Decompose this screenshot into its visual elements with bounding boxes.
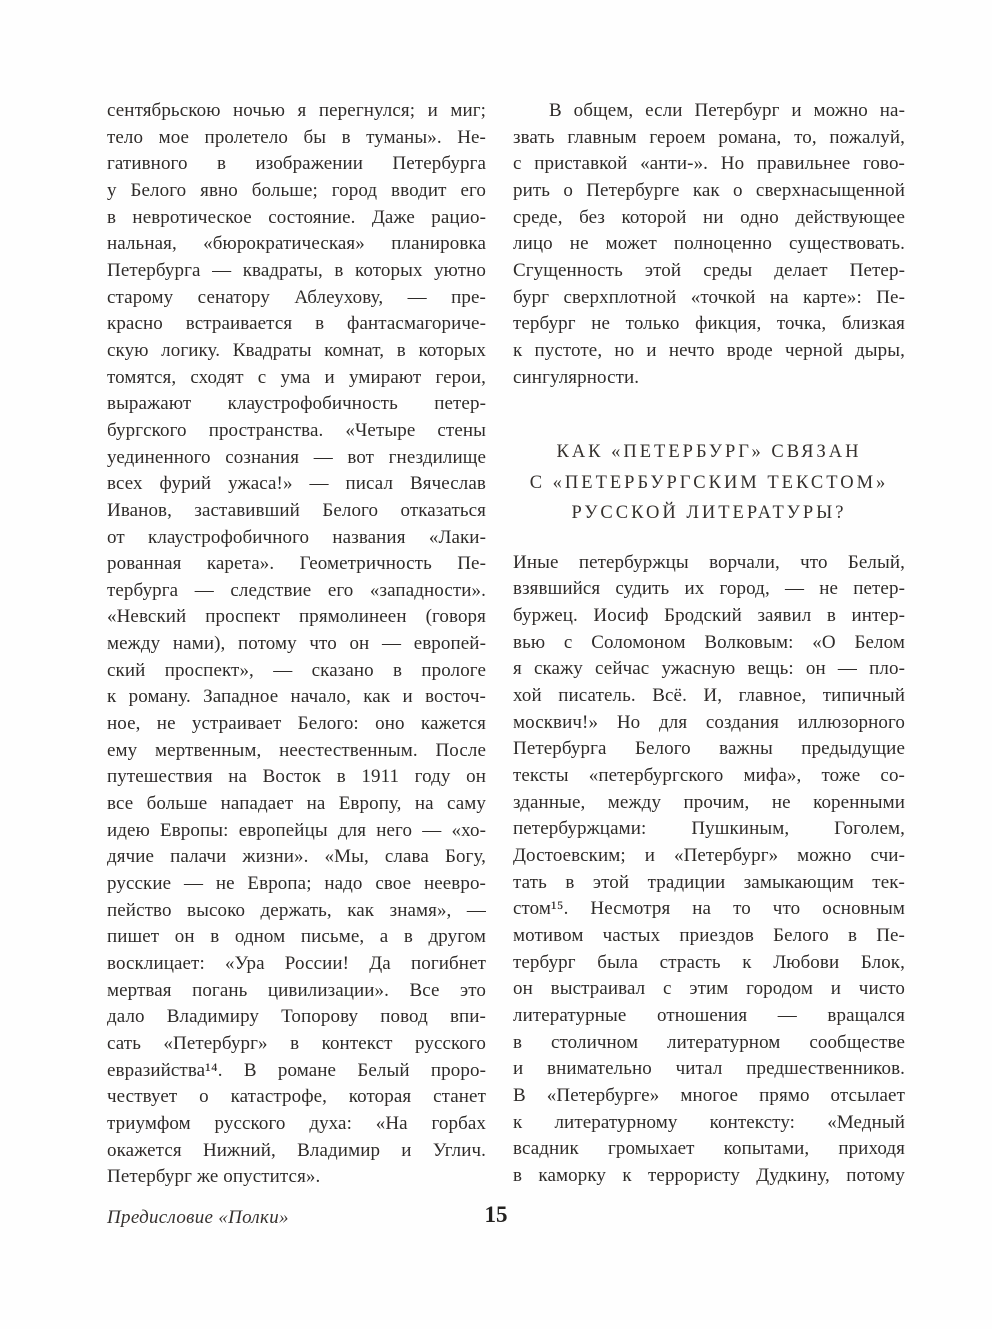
text-line: скую логику. Квадраты комнат, в которых — [107, 339, 486, 361]
text-line: рить о Петербурге как о сверхнасыщенной — [513, 179, 905, 201]
text-line: вью с Соломоном Волковым: «О Белом — [513, 631, 905, 653]
text-line: с приставкой «анти-». Но правильнее гово- — [513, 153, 905, 175]
text-line: взявшийся судить их город, — не петер- — [513, 578, 905, 600]
text-line: тербург была страсть к Любови Блок, — [513, 951, 905, 973]
text-line: тексты «петербургского мифа», тоже со- — [513, 764, 905, 786]
page-number: 15 — [484, 1202, 508, 1227]
text-line: зданные, между прочим, не коренными — [513, 791, 905, 813]
text-line: я скажу сейчас ужасную вещь: он — пло- — [513, 658, 905, 680]
text-line: ное, не устраивает Белого: оно кажется — [107, 713, 486, 735]
text-line: Сгущенность этой среды делает Петер- — [513, 259, 905, 281]
text-line: между нами), потому что он — европей- — [107, 633, 486, 655]
text-line: к роману. Западное начало, как и восточ- — [107, 686, 486, 708]
text-line: среде, без которой ни одно действующее — [513, 206, 905, 228]
text-line: тербург не только фикция, точка, близкая — [513, 313, 905, 335]
text-line: к пустоте, но и нечто вроде черной дыры, — [513, 339, 905, 361]
text-line: В «Петербурге» многое прямо отсылает — [513, 1084, 905, 1106]
text-line: в каморку к террористу Дудкину, потому — [513, 1164, 905, 1186]
text-line: путешествия на Восток в 1911 году он — [107, 766, 486, 788]
text-line: тербурга — следствие его «западности». — [107, 579, 486, 601]
text-line: РУССКОЙ ЛИТЕРАТУРЫ? — [571, 503, 847, 524]
text-line: пишет он в одном письме, а в другом — [107, 926, 486, 948]
text-line: томятся, сходят с ума и умирают герои, — [107, 366, 486, 388]
text-line: окажется Нижний, Владимир и Углич. — [107, 1139, 486, 1161]
text-line: к литературному контексту: «Медный — [513, 1111, 905, 1133]
text-line: чествует о катастрофе, которая станет — [107, 1086, 486, 1108]
text-line: тать в этой традиции замыкающим тек- — [513, 871, 905, 893]
text-line: Петербурга Белого важны предыдущие — [513, 738, 905, 760]
text-line: бург сверхплотной «точкой на карте»: Пе- — [513, 286, 905, 308]
text-line: буржец. Иосиф Бродский заявил в интер- — [513, 605, 905, 627]
text-line: петербуржцами: Пушкиным, Гоголем, — [513, 818, 905, 840]
text-line: все больше нападает на Европу, на саму — [107, 793, 486, 815]
text-line: евразийства¹⁴. В романе Белый проро- — [107, 1059, 486, 1081]
text-line: дало Владимиру Топорову повод впи- — [107, 1006, 486, 1028]
text-line: мертвая погань цивилизации». Все это — [107, 979, 486, 1001]
text-line: пейство высоко держать, как знамя», — — [107, 899, 486, 921]
text-line: москвич!» Но для создания иллюзорного — [513, 711, 905, 733]
text-line: гативного в изображении Петербурга — [107, 153, 486, 175]
text-line: русские — не Европа; надо свое неевро- — [107, 873, 486, 895]
text-line: бургского пространства. «Четыре стены — [107, 419, 486, 441]
text-line: он выстраивал с этим городом и чисто — [513, 978, 905, 1000]
text-line: ему мертвенным, неестественным. После — [107, 739, 486, 761]
text-line: от клаустрофобичного названия «Лаки- — [107, 526, 486, 548]
text-line: Иванов, заставивший Белого отказаться — [107, 499, 486, 521]
text-line: Достоевским; и «Петербург» можно счи- — [513, 844, 905, 866]
text-line: старому сенатору Аблеухову, — пре- — [107, 286, 486, 308]
text-line: ский проспект», — сказано в прологе — [107, 659, 486, 681]
text-line: нальная, «бюрократическая» планировка — [107, 233, 486, 255]
text-line: Петербурга — квадраты, в которых уютно — [107, 259, 486, 281]
text-line: С «ПЕТЕРБУРГСКИМ ТЕКСТОМ» — [529, 472, 889, 493]
text-line: триумфом русского духа: «На горбах — [107, 1112, 486, 1134]
text-line: и внимательно читал предшественников. — [513, 1058, 905, 1080]
text-line: хой писатель. Всё. И, главное, типичный — [513, 685, 905, 706]
text-line: стом¹⁵. Несмотря на то что основным — [513, 898, 905, 920]
text-line: рованная карета». Геометричность Пе- — [107, 553, 486, 575]
text-line: выражают клаустрофобичность петер- — [107, 393, 486, 415]
text-line: литературные отношения — вращался — [513, 1004, 905, 1026]
left-text-column — [107, 98, 486, 1191]
right-text-column — [513, 98, 905, 1191]
text-line: Петербург же опустится». — [107, 1166, 321, 1188]
text-line: всех фурий ужаса!» — писал Вячеслав — [107, 473, 486, 495]
text-line: сать «Петербург» в контекст русского — [107, 1032, 486, 1054]
text-line: красно встраивается в фантасмагориче- — [107, 313, 486, 335]
text-line: уединенного сознания — вот гнездилище — [107, 446, 486, 468]
text-line: восклицает: «Ура России! Да погибнет — [107, 953, 486, 974]
text-line: сентябрьскою ночью я перегнулся; и миг; — [107, 100, 486, 121]
section-heading — [513, 437, 905, 529]
running-footer-title: Предисловие «Полки» — [107, 1207, 289, 1228]
text-line: в невротическое состояние. Даже рацио- — [107, 206, 486, 228]
text-line: мотивом частых приездов Белого в Пе- — [513, 924, 905, 946]
text-line: идею Европы: европейцы для него — «хо- — [107, 819, 486, 841]
text-line: КАК «ПЕТЕРБУРГ» СВЯЗАН — [556, 442, 862, 463]
text-line: сингулярности. — [513, 366, 640, 388]
text-line: у Белого явно больше; город вводит его — [107, 179, 486, 201]
text-line: тело мое пролетело бы в туманы». Не- — [107, 126, 486, 148]
text-line: дячие палачи жизни». «Мы, слава Богу, — [107, 846, 486, 868]
intro-paragraph — [513, 98, 905, 391]
body-paragraph — [513, 550, 905, 1190]
text-line: звать главным героем романа, то, пожалуй, — [513, 126, 905, 148]
text-line: Иные петербуржцы ворчали, что Белый, — [513, 551, 905, 573]
two-column-text-block — [107, 98, 905, 1191]
text-line: всадник громыхает копытами, приходя — [513, 1138, 905, 1160]
text-line: лицо не может полноценно существовать. — [513, 233, 905, 255]
text-line: «Невский проспект прямолинеен (говоря — [107, 606, 486, 628]
text-line: В общем, если Петербург и можно на- — [549, 100, 905, 121]
text-line: в столичном литературном сообществе — [513, 1031, 905, 1053]
